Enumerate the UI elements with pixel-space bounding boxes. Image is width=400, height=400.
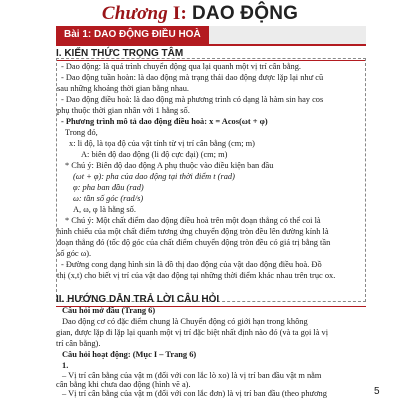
text-line: - Dao động tuần hoàn: là dao động mà trạng thái dao động được lặp lại như cũ bbox=[61, 73, 324, 82]
text-line: ω: tần số góc (rad/s) bbox=[73, 194, 144, 203]
chapter-topic: DAO ĐỘNG bbox=[192, 3, 299, 24]
note-line: * Chú ý: Biên độ dao động A phụ thuộc vào điều kiện ban đầu bbox=[65, 161, 274, 170]
section-heading-answers: II. HƯỚNG DẪN TRẢ LỜI CÂU HỎI bbox=[56, 294, 366, 307]
chapter-title bbox=[0, 3, 400, 25]
equation-line: - Phương trình mô tả dao động điều hoà: x = Acos(ωt + φ) bbox=[61, 117, 268, 126]
text-line: hình chiếu của một chất điểm tương ứng chuyển động tròn đều lên đường kính là bbox=[57, 227, 329, 236]
question-heading: Câu hỏi mở đầu (Trang 6) bbox=[62, 306, 156, 315]
section-heading-knowledge: I. KIẾN THỨC TRỌNG TÂM bbox=[56, 48, 366, 61]
lesson-title: Bài 1: DAO ĐỘNG ĐIỀU HOÀ bbox=[56, 26, 209, 44]
page-number: 5 bbox=[374, 386, 380, 397]
text-line: gian, được lặp đi lặp lại quanh một vị trí đặc biệt nhất định nào đó (và ta gọi là vị bbox=[56, 328, 329, 337]
text-line: x: li độ, là tọa độ của vật tính từ vị trí cân bằng (cm; m) bbox=[69, 139, 255, 148]
text-line: đoạn thẳng đó (tốc độ góc của chất điểm chuyển động tròn đều có giá trị bằng tần bbox=[57, 238, 331, 247]
text-line: - Dao động: là quá trình chuyển động qua lại quanh một vị trí cân bằng. bbox=[61, 62, 302, 71]
text-line: A, ω, φ là hằng số. bbox=[73, 205, 136, 214]
text-line: – Vị trí cân bằng của vật m (đối với con lắc lò xo) là vị trí ban đầu vật m nằm bbox=[62, 371, 322, 380]
question-heading: Câu hỏi hoạt động: (Mục I – Trang 6) bbox=[62, 350, 197, 359]
text-line: trí cân bằng). bbox=[56, 339, 101, 348]
text-line: - Dao động điều hoà: là dao động mà phương trình có dạng là hàm sin hay cos bbox=[61, 95, 324, 104]
text-line: – Vị trí cân bằng của vật m (đối với con lắc đơn) là vị trí ban đầu (theo phương bbox=[62, 389, 327, 398]
chapter-label: Chương bbox=[101, 3, 168, 24]
text-line: A: biên độ dao động (li độ cực đại) (cm; m) bbox=[81, 150, 228, 159]
text-line: φ: pha ban đầu (rad) bbox=[73, 183, 144, 192]
question-number: 1. bbox=[62, 361, 69, 370]
text-line: cân bằng khi chưa dao động (hình vẽ a). bbox=[56, 380, 191, 389]
text-line: sau những khoảng thời gian bằng nhau. bbox=[57, 84, 190, 93]
text-line: Dao động cơ có đặc điểm chung là Chuyển động có giới hạn trong không bbox=[62, 317, 308, 326]
note-line: * Chú ý: Một chất điểm dao động điều hoà trên một đoạn thẳng có thể coi là bbox=[65, 216, 321, 225]
chapter-number: I: bbox=[172, 3, 188, 24]
text-line: thị (x,t) cho biết vị trí của vật dao động tại những thời điểm khác nhau trên trục ox. bbox=[57, 271, 336, 280]
text-line: phụ thuộc thời gian nhân với 1 hằng số. bbox=[57, 106, 190, 115]
text-line: (ωt + φ): pha của dao động tại thời điểm t (rad) bbox=[73, 172, 235, 181]
text-line: Trong đó, bbox=[65, 128, 98, 137]
text-line: số góc ω). bbox=[57, 249, 92, 258]
knowledge-box bbox=[56, 58, 366, 302]
text-line: - Đường cong dạng hình sin là đồ thị dao động của vật dao động điều hoà. Đồ bbox=[61, 260, 322, 269]
